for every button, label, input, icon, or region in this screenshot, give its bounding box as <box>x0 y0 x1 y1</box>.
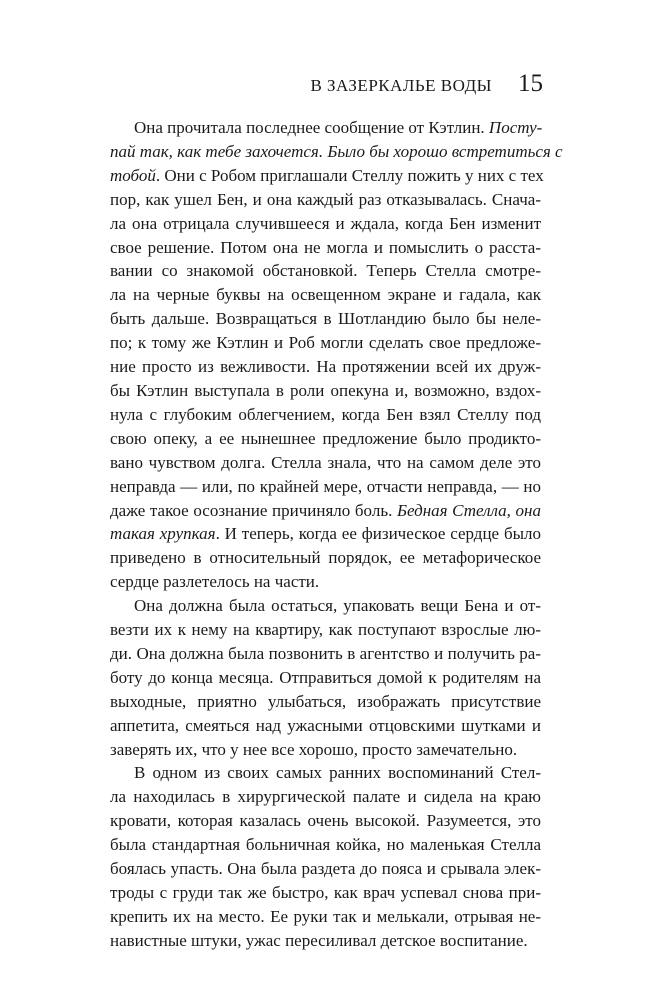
text-run: приведено в относительный порядок, ее метафорическое <box>110 548 541 568</box>
text-line <box>110 857 541 881</box>
text-line <box>110 116 541 140</box>
text-run: ди. Она должна была позвонить в агентство и получить ра- <box>110 643 541 663</box>
running-title: В ЗАЗЕРКАЛЬЕ ВОДЫ <box>310 76 492 95</box>
text-run: вании со знакомой обстановкой. Теперь Стелла смотре- <box>110 261 541 281</box>
text-line <box>110 833 541 857</box>
text-line <box>110 451 541 475</box>
text-run: по; к тому же Кэтлин и Роб могли сделать свое предложе- <box>110 333 541 353</box>
paragraph <box>110 761 541 952</box>
text-run: аппетита, смеяться над ужасными отцовскими шутками и <box>110 715 541 735</box>
text-run: свое решение. Потом она не могла и помыслить о расста- <box>110 237 541 257</box>
italic-text: пай так, как тебе захочется. Было бы хорошо встретиться с <box>110 141 563 161</box>
text-run: ние просто из вежливости. На протяжении всей их друж- <box>110 357 541 377</box>
text-run: бы Кэтлин выступала в роли опекуна и, возможно, вздох- <box>110 380 541 400</box>
text-run: заверять их, что у нее все хорошо, просто замечательно. <box>110 739 518 759</box>
text-line <box>110 881 541 905</box>
text-line <box>110 929 541 953</box>
italic-text: такая хрупкая <box>110 524 216 544</box>
text-line <box>110 236 541 260</box>
text-run: . Они с Робом приглашали Стеллу пожить у них с тех <box>155 165 544 185</box>
text-line <box>110 164 544 188</box>
text-run: . И теперь, когда ее физическое сердце было <box>215 524 541 544</box>
text-run: пор, как ушел Бен, и она каждый раз отказывалась. Снача- <box>110 189 541 209</box>
text-line <box>110 642 541 666</box>
text-run: троды с груди так же быстро, как врач успевал снова при- <box>110 883 541 902</box>
text-run: была стандартная больничная койка, но маленькая Стелла <box>110 835 541 855</box>
text-line <box>110 785 541 809</box>
text-run: боту до конца месяца. Отправиться домой к родителям на <box>110 667 541 687</box>
text-line <box>110 283 541 307</box>
text-run: выходные, приятно улыбаться, изображать присутствие <box>110 691 541 711</box>
text-line <box>110 499 541 523</box>
text-run: ла на черные буквы на освещенном экране и гадала, как <box>110 285 541 305</box>
running-head <box>310 70 543 98</box>
text-line <box>110 570 541 594</box>
text-run: навистные штуки, ужас пересиливал детское воспитание. <box>110 930 528 950</box>
text-line <box>110 546 541 570</box>
italic-text: тобой <box>110 165 156 185</box>
italic-text: Бедная Стелла, она <box>396 500 541 520</box>
text-run: неправда — или, по крайней мере, отчасти неправда, — но <box>110 476 541 496</box>
text-line <box>110 690 541 714</box>
text-line <box>110 307 541 331</box>
text-line <box>110 379 541 403</box>
text-line <box>110 618 541 642</box>
body-text <box>110 116 563 953</box>
text-line <box>110 403 541 427</box>
text-line <box>110 666 541 690</box>
text-run: свою опеку, а ее нынешнее предложение было продикто- <box>110 428 541 448</box>
text-line <box>110 905 541 929</box>
text-run: вано чувством долга. Стелла знала, что на самом деле это <box>110 452 541 472</box>
text-run: Она прочитала последнее сообщение от Кэтлин. <box>134 118 489 137</box>
text-line <box>110 761 541 785</box>
text-line <box>110 738 541 762</box>
text-run: везти их к нему на квартиру, как поступают взрослые лю- <box>110 620 541 640</box>
text-line <box>110 212 541 236</box>
text-run: В одном из своих самых ранних воспоминаний Стел- <box>134 763 541 783</box>
paragraph <box>110 594 541 761</box>
text-line <box>110 140 563 164</box>
text-run: кровати, которая казалась очень высокой. Разумеется, это <box>110 811 541 831</box>
text-run: Она должна была остаться, упаковать вещи Бена и от- <box>134 596 541 616</box>
text-run: крепить их на место. Ее руки так и мелькали, отрывая не- <box>110 906 541 926</box>
text-run: быть дальше. Возвращаться в Шотландию было бы неле- <box>110 309 541 329</box>
text-line <box>110 427 541 451</box>
text-run: даже такое осознание причиняло боль. <box>110 500 397 520</box>
italic-text: Посту- <box>488 118 543 137</box>
text-line <box>110 259 541 283</box>
text-run: ла она отрицала случившееся и ждала, когда Бен изменит <box>110 213 541 233</box>
text-line <box>110 594 541 618</box>
text-line <box>110 331 541 355</box>
text-run: нула с глубоким облегчением, когда Бен взял Стеллу под <box>110 404 541 424</box>
text-run: сердце разлетелось на части. <box>110 572 320 592</box>
text-run: боялась упасть. Она была раздета до пояса и срывала элек- <box>110 859 541 879</box>
text-line <box>110 188 541 212</box>
text-run: ла находилась в хирургической палате и сидела на краю <box>110 787 541 807</box>
text-line <box>110 475 541 499</box>
text-line <box>110 355 541 379</box>
paragraph <box>110 116 563 594</box>
text-line <box>110 809 541 833</box>
page-number: 15 <box>518 70 543 97</box>
text-line <box>110 714 541 738</box>
text-line <box>110 522 541 546</box>
